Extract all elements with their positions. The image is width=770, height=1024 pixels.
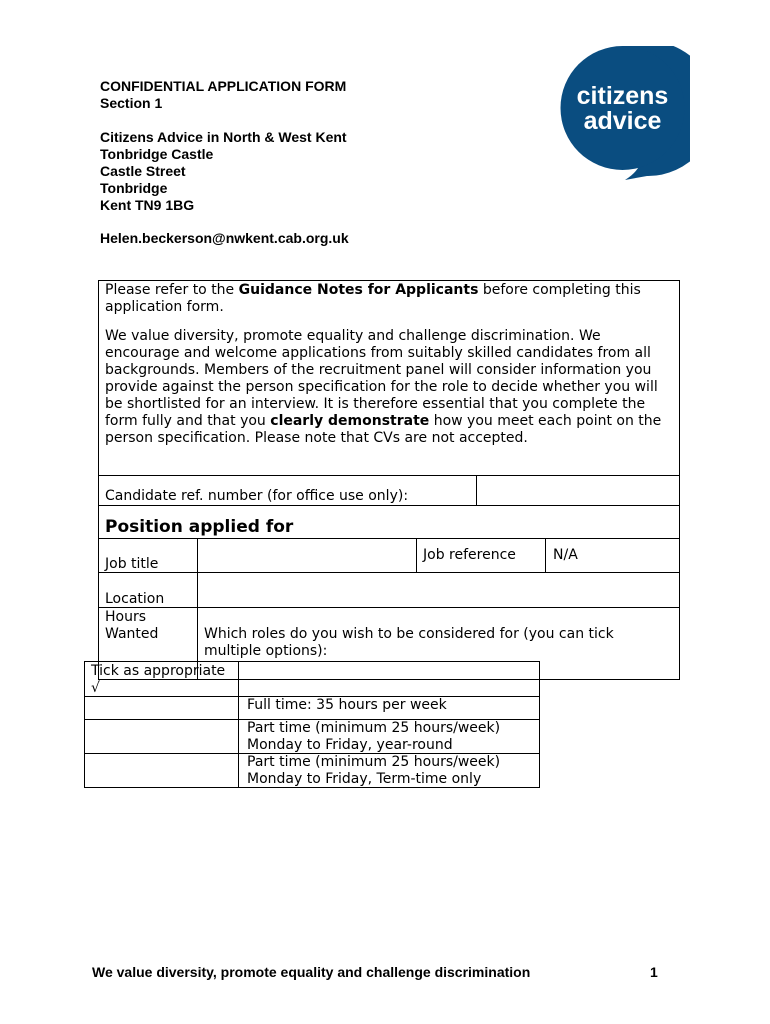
position-heading: Position applied for xyxy=(105,517,294,537)
address-line: Citizens Advice in North & West Kent xyxy=(100,129,347,145)
hours-wanted-label: Hours Wanted xyxy=(105,609,159,642)
divider xyxy=(98,607,680,608)
tick-cell-part-time-term-time[interactable] xyxy=(86,755,236,787)
divider xyxy=(98,505,680,506)
divider xyxy=(98,572,680,573)
candidate-ref-field[interactable] xyxy=(478,477,678,505)
divider xyxy=(476,475,477,506)
address-line: Tonbridge xyxy=(100,180,168,196)
option-part-time-year-round: Part time (minimum 25 hours/week) Monday to Friday, year-round xyxy=(247,720,501,753)
address-block xyxy=(100,129,347,214)
address-line: Castle Street xyxy=(100,163,186,179)
address-line: Tonbridge Castle xyxy=(100,146,214,162)
tick-cell-full-time[interactable] xyxy=(86,698,236,718)
divider xyxy=(545,538,546,573)
address-line: Kent TN9 1BG xyxy=(100,197,195,213)
page-number: 1 xyxy=(650,964,658,980)
divider xyxy=(197,538,198,680)
option-part-time-term-time: Part time (minimum 25 hours/week) Monday to Friday, Term-time only xyxy=(247,754,501,787)
form-header xyxy=(100,78,346,112)
divider xyxy=(416,538,417,573)
intro-paragraph-1: Please refer to the Guidance Notes for Applicants before completing this application form. xyxy=(105,282,641,315)
divider xyxy=(238,661,239,788)
citizens-advice-logo xyxy=(555,46,690,181)
divider xyxy=(98,538,680,539)
location-field[interactable] xyxy=(199,574,678,606)
form-title: CONFIDENTIAL APPLICATION FORM xyxy=(100,78,347,94)
section-label: Section 1 xyxy=(100,95,163,111)
tick-column-header: Tick as appropriate √ xyxy=(91,663,226,696)
job-reference-label: Job reference xyxy=(423,547,516,563)
candidate-ref-label: Candidate ref. number (for office use only): xyxy=(105,488,409,504)
logo-text-line2: advice xyxy=(583,107,662,135)
location-label: Location xyxy=(105,591,165,607)
option-full-time: Full time: 35 hours per week xyxy=(247,697,447,713)
job-title-field[interactable] xyxy=(199,540,415,572)
contact-email[interactable]: Helen.beckerson@nwkent.cab.org.uk xyxy=(100,230,349,246)
divider xyxy=(98,475,680,476)
job-title-label: Job title xyxy=(105,556,159,572)
tick-cell-part-time-year-round[interactable] xyxy=(86,721,236,752)
job-reference-value: N/A xyxy=(553,547,578,563)
hours-question: Which roles do you wish to be considered for (you can tick multiple options): xyxy=(204,626,614,659)
footer-text: We value diversity, promote equality and challenge discrimination xyxy=(92,964,531,980)
intro-paragraph-2: We value diversity, promote equality and challenge discrimination. We encourage and welcome applications from suitably skilled candidates from all backgrounds. Members of the recruitment panel will consider information you provide against the person specification for the role to decide whether you will be shortlisted for an interview. It is therefore essential that you complete the form fully and that you clearly demonstrate how you meet each point on the person specification. Please note that CVs are not accepted. xyxy=(105,328,662,446)
logo-text-line1: citizens xyxy=(576,82,669,110)
